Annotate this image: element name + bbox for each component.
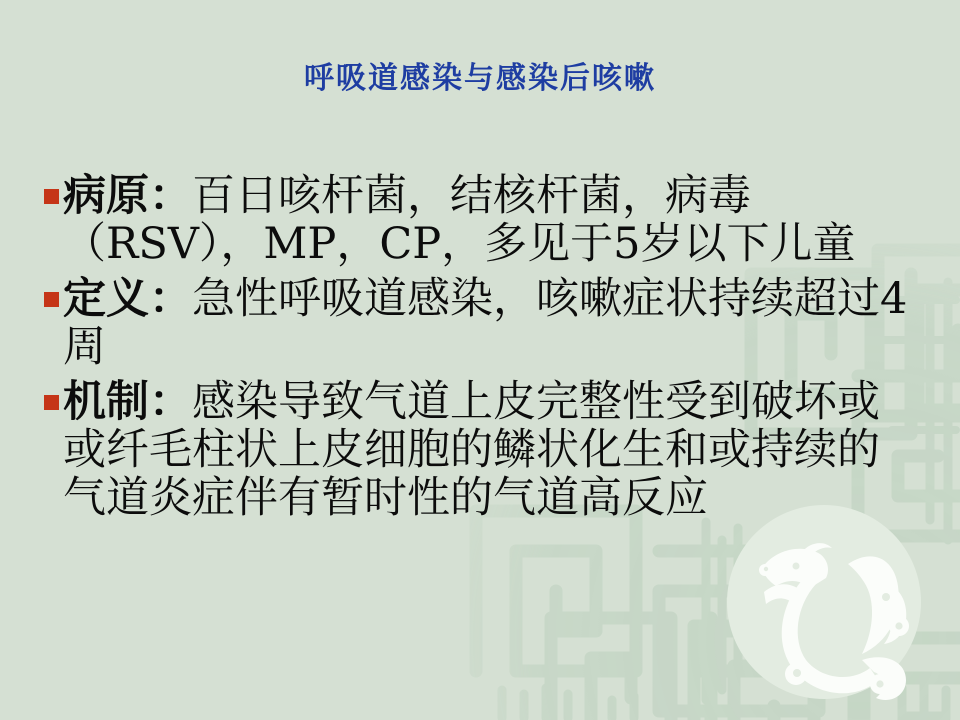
bullet-text: 感染导致气道上皮完整性受到破坏或或纤毛柱状上皮细胞的鳞状化生和或持续的气道炎症伴有暂时性的气道高反应 — [63, 377, 880, 523]
jade-dragon-emblem — [727, 505, 921, 700]
bullet-item — [44, 378, 909, 522]
bullet-term: 定义： — [63, 274, 192, 324]
bullet-item — [44, 275, 909, 371]
red-square-bullet-icon — [44, 189, 59, 204]
bullet-text: 百日咳杆菌，结核杆菌，病毒（RSV），MP，CP，多见于5岁以下儿童 — [63, 171, 856, 269]
red-square-bullet-icon — [44, 292, 59, 307]
bullet-text: 急性呼吸道感染，咳嗽症状持续超过4周 — [63, 274, 908, 372]
bullet-term: 机制： — [63, 377, 192, 427]
red-square-bullet-icon — [44, 395, 59, 410]
bullet-item — [44, 172, 909, 268]
bullet-list — [44, 172, 909, 529]
bullet-term: 病原： — [63, 171, 192, 221]
slide-title: 呼吸道感染与感染后咳嗽 — [304, 61, 656, 96]
